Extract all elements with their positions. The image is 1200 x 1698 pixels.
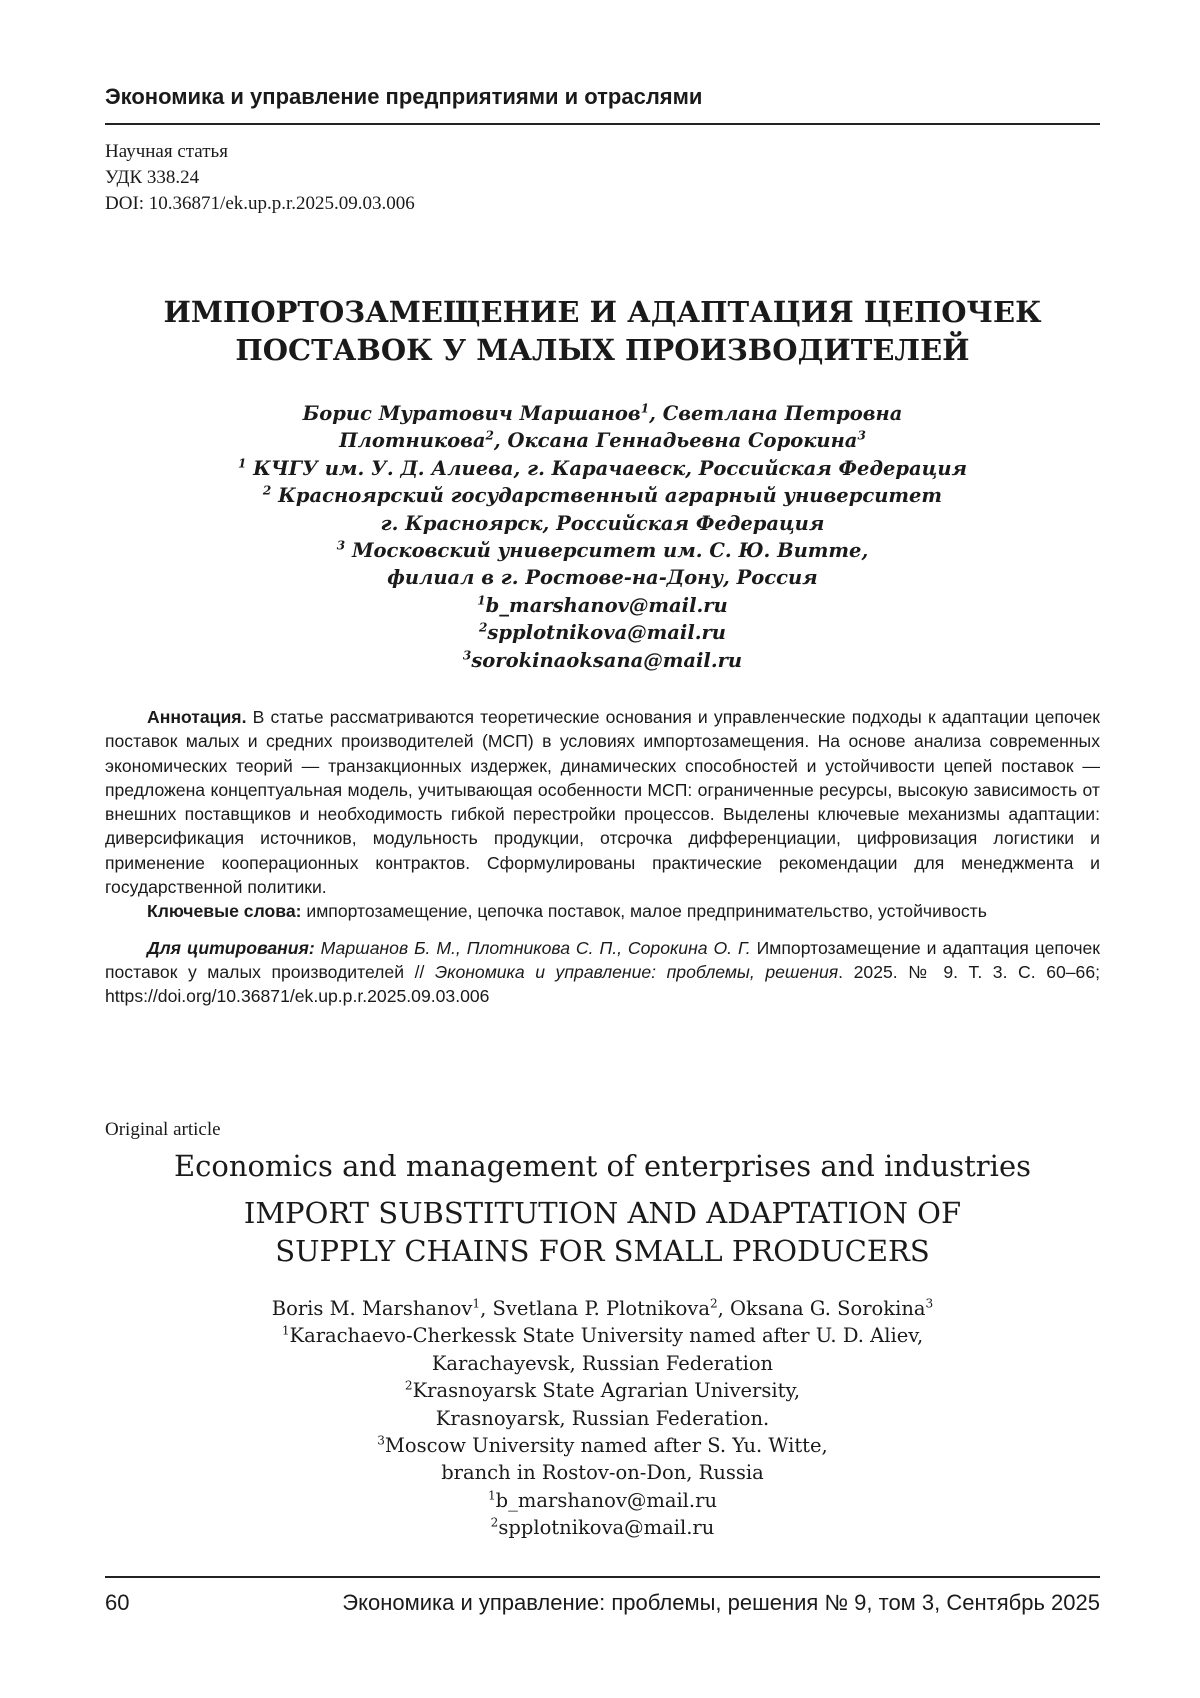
email: b_marshanov@mail.ru	[485, 593, 728, 617]
author-line	[105, 400, 1100, 427]
author-sup: 1	[640, 401, 650, 416]
author-line	[105, 1295, 1100, 1322]
affiliation-line: филиал в г. Ростове-на-Дону, Россия	[387, 566, 818, 590]
affiliation-line	[105, 1322, 1100, 1349]
section-header: Экономика и управление предприятиями и отраслями	[105, 84, 703, 109]
email-sup: 3	[462, 648, 472, 663]
affiliation: Красноярский государственный аграрный университет	[271, 484, 943, 508]
author-name: Boris M. Marshanov	[271, 1297, 473, 1320]
authors-ru	[105, 400, 1100, 674]
citation-title: Импортозамещение и адаптация цепочек поставок у малых производителей //	[105, 937, 1100, 982]
affiliation-line	[105, 537, 1100, 564]
author-name: , Oksana G. Sorokina	[717, 1297, 926, 1320]
title-ru-line: ПОСТАВОК У МАЛЫХ ПРОИЗВОДИТЕЛЕЙ	[235, 333, 970, 367]
page-number: 60	[105, 1590, 130, 1615]
email-sup: 2	[479, 620, 488, 635]
abstract-block	[105, 705, 1100, 1009]
keywords	[105, 899, 1100, 923]
email-line	[105, 619, 1100, 646]
email-line	[105, 1487, 1100, 1514]
email: sorokinaoksana@mail.ru	[471, 648, 743, 672]
author-sup: 2	[709, 1296, 718, 1311]
footer-rule	[105, 1576, 1100, 1578]
aff-sup: 3	[336, 538, 346, 553]
abstract-text: В статье рассматриваются теоретические основания и управленческие подходы к адаптации цепочек поставок малых и средних производителей (МСП) в условиях импортозамещения. На основе анализа современных экономических теорий — транзакционных издержек, динамических способностей и устойчивости цепей поставок — предложена концептуальная модель, учитывающая особенности МСП: ограниченные ресурсы, высокую зависимость от внешних поставщиков и необходимость гибкой перестройки процессов. Выделены ключевые механизмы адаптации: диверсификация источников, модульность продукции, отсрочка дифференциации, цифровизация логистики и применение кооперационных контрактов. Сформулированы практические рекомендации для менеджмента и государственной политики.	[105, 707, 1100, 898]
aff-sup: 1	[281, 1323, 290, 1338]
header-rule	[105, 123, 1100, 125]
citation-journal: Экономика и управление: проблемы, решения	[434, 961, 839, 982]
author-name: Оксана Геннадьевна Сорокина	[507, 429, 858, 453]
author-sep: ,	[649, 402, 663, 425]
affiliation: КЧГУ им. У. Д. Алиева, г. Карачаевск, Российская Федерация	[246, 456, 968, 480]
citation	[105, 936, 1100, 1009]
author-name: Светлана Петровна	[662, 402, 903, 425]
citation-label: Для цитирования:	[147, 937, 315, 958]
title-ru-line: ИМПОРТОЗАМЕЩЕНИЕ И АДАПТАЦИЯ ЦЕПОЧЕК	[163, 295, 1042, 329]
author-name: Борис Муратович Маршанов	[302, 402, 641, 425]
affiliation: Moscow University named after S. Yu. Witte,	[384, 1434, 828, 1458]
affiliation-line	[105, 482, 1100, 509]
original-article-label: Original article	[105, 1119, 221, 1140]
keywords-label: Ключевые слова:	[147, 901, 302, 922]
journal-info: Экономика и управление: проблемы, решения № 9, том 3, Сентябрь 2025	[342, 1590, 1100, 1615]
author-line	[105, 427, 1100, 454]
authors-en	[105, 1295, 1100, 1542]
affiliation: Krasnoyarsk State Agrarian University,	[412, 1379, 801, 1403]
email-sup: 2	[490, 1515, 499, 1530]
author-sup: 1	[472, 1296, 481, 1311]
title-en-line: IMPORT SUBSTITUTION AND ADAPTATION OF	[243, 1196, 962, 1230]
affiliation-line: Karachayevsk, Russian Federation	[431, 1351, 774, 1375]
affiliation-line	[105, 1432, 1100, 1459]
email: spplotnikova@mail.ru	[498, 1516, 715, 1540]
title-en-line: SUPPLY CHAINS FOR SMALL PRODUCERS	[275, 1234, 930, 1268]
affiliation: Karachaevo-Cherkessk State University named after U. D. Aliev,	[289, 1324, 924, 1348]
author-sup: 3	[857, 428, 866, 443]
email: b_marshanov@mail.ru	[495, 1488, 718, 1512]
article-meta	[105, 139, 415, 217]
email: spplotnikova@mail.ru	[487, 621, 726, 645]
title-en	[105, 1194, 1100, 1270]
affiliation-line: г. Красноярск, Российская Федерация	[380, 511, 825, 535]
abstract	[105, 705, 1100, 899]
affiliation: Московский университет им. С. Ю. Витте,	[345, 539, 869, 563]
author-sup: 2	[485, 428, 494, 443]
aff-sup: 3	[377, 1433, 385, 1448]
section-title-en: Economics and management of enterprises and industries	[173, 1149, 1031, 1183]
email-line	[105, 647, 1100, 674]
author-name: , Svetlana P. Plotnikova	[480, 1297, 710, 1320]
article-type: Научная статья	[105, 141, 228, 162]
author-sup: 3	[925, 1296, 934, 1311]
email-line	[105, 592, 1100, 619]
email-sup: 1	[487, 1488, 496, 1503]
keywords-text: импортозамещение, цепочка поставок, малое предпринимательство, устойчивость	[301, 901, 987, 922]
udc-code: УДК 338.24	[105, 167, 200, 188]
author-sep: ,	[493, 429, 508, 453]
citation-details: . 2025. № 9. Т. 3. С. 60–66; https://doi.org/10.36871/ek.up.p.r.2025.09.03.006	[105, 961, 1101, 1007]
email-sup: 1	[477, 593, 486, 608]
title-ru	[105, 293, 1100, 369]
affiliation-line	[105, 455, 1100, 482]
aff-sup: 1	[237, 456, 247, 471]
email-line	[105, 1514, 1100, 1541]
abstract-label: Аннотация.	[147, 707, 247, 727]
aff-sup: 2	[262, 483, 272, 498]
affiliation-line: branch in Rostov-on-Don, Russia	[441, 1461, 764, 1485]
affiliation-line: Krasnoyarsk, Russian Federation.	[435, 1406, 770, 1430]
aff-sup: 2	[404, 1378, 413, 1393]
author-name: Плотникова	[339, 429, 486, 453]
affiliation-line	[105, 1377, 1100, 1404]
doi: DOI: 10.36871/ek.up.p.r.2025.09.03.006	[105, 193, 415, 214]
citation-authors: Маршанов Б. М., Плотникова С. П., Сорокина О. Г.	[314, 937, 751, 958]
